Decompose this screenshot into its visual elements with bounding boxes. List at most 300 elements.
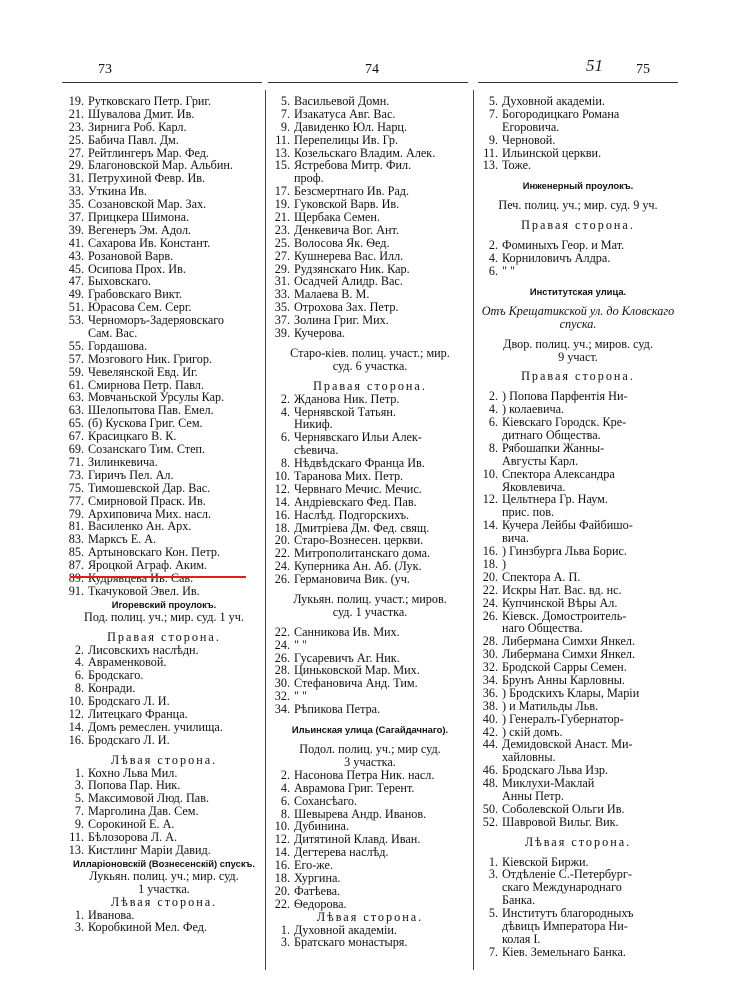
owner-name: Ильинской церкви. (502, 145, 602, 160)
house-number (480, 455, 498, 468)
owner-name: Шелопытова Пав. Емел. (88, 403, 214, 418)
house-number: 25. (68, 132, 84, 147)
house-number: 18. (274, 870, 290, 885)
district-line: Печ. полиц. уч.; мир. суд. 9 уч. (498, 198, 658, 213)
owner-name: наго Общества. (502, 621, 583, 636)
house-number: 14. (482, 518, 498, 533)
house-number: 20. (274, 883, 290, 898)
house-number: 10. (274, 819, 290, 834)
house-number: 31. (68, 171, 84, 186)
district-line: 3 участка. (344, 754, 396, 769)
house-number: 4. (488, 402, 498, 417)
owner-name: Наслѣд. Подгорскихъ. (294, 507, 410, 522)
entry-row (272, 483, 468, 496)
entry-row (480, 121, 676, 134)
entry-row (480, 584, 676, 597)
house-number: 7. (280, 106, 290, 121)
house-number (480, 121, 498, 134)
entry-row (66, 456, 262, 469)
owner-name: Архиповича Мих. насл. (88, 506, 212, 521)
entry-row (272, 703, 468, 716)
owner-name: Кучерова. (294, 326, 346, 341)
owner-name: Бродскаго. (88, 668, 144, 683)
entry-row (480, 134, 676, 147)
house-number: 30. (482, 647, 498, 662)
header-rule-left (62, 82, 262, 83)
district-line: Под. полиц. уч.; мир. суд. 1 уч. (84, 609, 244, 624)
owner-name: Спектора А. П. (502, 569, 581, 584)
house-number (480, 881, 498, 894)
owner-name: Санникова Ив. Мих. (294, 624, 400, 639)
owner-name: Грабовскаго Викт. (88, 287, 183, 302)
owner-name: " " (294, 689, 307, 704)
entry-row (66, 224, 262, 237)
district-line: 1 участка. (138, 881, 190, 896)
entry-row (272, 95, 468, 108)
owner-name: Мовчаньской Урсулы Кар. (88, 390, 225, 405)
house-number: 11. (69, 830, 84, 845)
house-number: 4. (74, 655, 84, 670)
owner-name: Быховскаго. (88, 274, 151, 289)
owner-name: Отрохова Зах. Петр. (294, 300, 399, 315)
entry-row (66, 108, 262, 121)
house-number: 6. (488, 263, 498, 278)
street-heading: Игоревский проулокъ. (111, 598, 217, 610)
entry-row (272, 327, 468, 340)
owner-name: Василенко Ан. Арх. (88, 519, 192, 534)
owner-name: Яроцкой Аграф. Аким. (88, 558, 208, 573)
house-number: 16. (274, 507, 290, 522)
district-line: суд. 1 участка. (332, 604, 408, 619)
district-line: Подол. полиц. уч.; мир суд. (299, 742, 441, 757)
entry-row (480, 687, 676, 700)
owner-name: Смирнова Петр. Павл. (88, 377, 204, 392)
house-number: 34. (482, 672, 498, 687)
entry-row (272, 626, 468, 639)
owner-name: Его-же. (294, 858, 334, 873)
house-number: 29. (68, 158, 84, 173)
entry-row (66, 250, 262, 263)
house-number: 83. (68, 532, 84, 547)
house-number: 19. (68, 94, 84, 108)
house-number: 9. (280, 119, 290, 134)
side-heading: Правая сторона. (521, 369, 635, 384)
entry-row (272, 393, 468, 406)
owner-name: Артыновскаго Кон. Петр. (88, 545, 220, 560)
owner-name: Васильевой Домн. (294, 94, 390, 108)
owner-name: Созанскаго Тим. Степ. (88, 442, 206, 457)
house-number: 39. (274, 326, 290, 341)
owner-name: Благоновской Мар. Альбин. (88, 158, 233, 173)
owner-name: Братскаго монастыря. (294, 935, 408, 950)
house-number: 13. (68, 842, 84, 857)
house-number: 22. (274, 896, 290, 911)
column-divider-1 (265, 90, 266, 970)
owner-name: Мозгового Ник. Григор. (88, 351, 212, 366)
house-number: 33. (274, 287, 290, 302)
owner-name: Брунъ Анны Карловны. (502, 672, 625, 687)
house-number: 22. (274, 624, 290, 639)
owner-name: Козельскаго Владим. Алек. (294, 145, 436, 160)
entry-row (272, 782, 468, 795)
owner-name: Циньковской Мар. Мих. (294, 663, 420, 678)
column-right (480, 95, 676, 959)
side-heading: Правая сторона. (313, 378, 427, 393)
district-line: Старо-кіев. полиц. участ.; мир. (290, 345, 450, 360)
owner-name: Старо-Вознесен. церкви. (294, 533, 424, 548)
house-number: 27. (68, 145, 84, 160)
house-number: 18. (274, 520, 290, 535)
page-number-right: 75 (636, 62, 650, 77)
owner-name: ) скій домъ. (502, 724, 563, 739)
owner-name: Петрухиной Февр. Ив. (88, 171, 206, 186)
house-number: 13. (274, 145, 290, 160)
entry-row (272, 898, 468, 911)
owner-name: Домъ ремеслен. училища. (88, 719, 223, 734)
house-number: 3. (74, 778, 84, 793)
owner-name: Конради. (88, 681, 136, 696)
house-number: 24. (274, 559, 290, 574)
entry-row (480, 159, 676, 172)
owner-name: Кистлинг Маріи Давид. (88, 842, 211, 857)
house-number: 26. (482, 608, 498, 623)
house-number: 6. (280, 793, 290, 808)
house-number: 24. (274, 637, 290, 652)
house-number: 26. (274, 650, 290, 665)
owner-name: Митрополитанскаго дома. (294, 546, 431, 561)
entry-row (66, 921, 262, 934)
entry-row (272, 134, 468, 147)
house-number: 25. (274, 235, 290, 250)
entry-row (480, 920, 676, 933)
house-number: 16. (274, 858, 290, 873)
house-number: 65. (68, 416, 84, 431)
owner-name: Купчинской Вѣры Ал. (502, 595, 618, 610)
owner-name: Бродскаго Льва Изр. (502, 763, 609, 778)
owner-name: ) Бродскихъ Клары, Маріи (502, 685, 640, 700)
street-heading: Илларіоновскій (Вознесенскій) спускъ. (73, 857, 255, 869)
owner-name: Перепелицы Ив. Гр. (294, 132, 399, 147)
entry-row (66, 443, 262, 456)
house-number: 53. (68, 313, 84, 328)
district-line: суд. 6 участка. (332, 358, 408, 373)
owner-name: Рябошапки Жанны- (502, 440, 605, 455)
owner-name: Гиричъ Пел. Ал. (88, 467, 174, 482)
page-number-center: 74 (365, 62, 379, 77)
house-number: 75. (68, 480, 84, 495)
house-number: 35. (68, 197, 84, 212)
owner-name: Ястребова Митр. Фил. (294, 158, 412, 173)
owner-name: Зирнига Роб. Карл. (88, 119, 187, 134)
house-number: 2. (280, 391, 290, 406)
owner-name: ) Гинзбурга Льва Борис. (502, 544, 627, 559)
entry-row (66, 844, 262, 857)
house-number: 61. (68, 377, 84, 392)
entry-row (272, 250, 468, 263)
house-number: 79. (68, 506, 84, 521)
entry-row (272, 470, 468, 483)
district-line: 9 участ. (558, 349, 598, 364)
owner-name: скаго Международнаго (502, 880, 622, 895)
owner-name: Спектора Александра (502, 466, 615, 481)
owner-name: колая I. (502, 931, 541, 946)
house-number: 32. (274, 689, 290, 704)
owner-name: Денкевича Вог. Ант. (294, 222, 400, 237)
entry-row (66, 572, 262, 585)
house-number: 37. (68, 210, 84, 225)
house-number: 20. (482, 569, 498, 584)
house-number: 87. (68, 558, 84, 573)
owner-name: Кучера Лейбы Файбишо- (502, 518, 633, 533)
owner-name: Бабича Павл. Дм. (88, 132, 179, 147)
house-number: 12. (274, 481, 290, 496)
owner-name: Кохно Льва Мил. (88, 765, 178, 780)
house-number: 50. (482, 801, 498, 816)
house-number: 6. (488, 415, 498, 430)
house-number: 33. (68, 184, 84, 199)
owner-name: Марксъ Е. А. (88, 532, 157, 547)
house-number: 46. (482, 763, 498, 778)
entry-row (480, 455, 676, 468)
house-number: 1. (74, 907, 84, 922)
house-number: 8. (488, 440, 498, 455)
house-number: 39. (68, 222, 84, 237)
house-number: 10. (68, 694, 84, 709)
house-number: 5. (74, 791, 84, 806)
owner-name (88, 572, 193, 585)
entry-row (272, 795, 468, 808)
owner-name: хайловны. (502, 750, 556, 765)
owner-name: Рутковскаго Петр. Григ. (88, 94, 212, 108)
owner-name: Безсмертнаго Ив. Рад. (294, 184, 410, 199)
house-number: 12. (482, 492, 498, 507)
owner-name: ) Попова Парфентія Ни- (502, 389, 628, 404)
entry-row (480, 252, 676, 265)
house-number: 22. (274, 546, 290, 561)
owner-name: Уткина Ив. (88, 184, 147, 199)
entry-row (480, 545, 676, 558)
entry-row (480, 468, 676, 481)
owner-name: Богородицкаго Романа (502, 106, 620, 121)
owner-name: Сахарова Ив. Констант. (88, 235, 211, 250)
owner-name: Банка. (502, 893, 536, 908)
house-number (480, 933, 498, 946)
house-number: 7. (488, 944, 498, 959)
house-number: 15. (274, 158, 290, 173)
entry-row (480, 558, 676, 571)
owner-name: Юрасова Сем. Серг. (88, 300, 192, 315)
house-number: 7. (74, 804, 84, 819)
house-number: 38. (482, 698, 498, 713)
owner-name: Сорокиной Е. А. (88, 817, 175, 832)
entry-row (480, 946, 676, 959)
entry-row (272, 224, 468, 237)
entry-row (66, 211, 262, 224)
header-rule-center (268, 82, 468, 83)
house-number: 71. (68, 454, 84, 469)
owner-name: Никиф. (294, 417, 333, 432)
entry-row (66, 469, 262, 482)
house-number: 2. (488, 389, 498, 404)
entry-row (480, 674, 676, 687)
owner-name: Фоминыхъ Геор. и Мат. (502, 238, 625, 253)
owner-name: Насонова Петра Ник. насл. (294, 767, 435, 782)
house-number: 14. (274, 845, 290, 860)
house-number: 12. (274, 832, 290, 847)
owner-name: Кіевск. Домостроитель- (502, 608, 627, 623)
owner-name: Кіевской Биржи. (502, 854, 589, 869)
entry-row (480, 571, 676, 584)
house-number (480, 790, 498, 803)
owner-name: ) колаевича. (502, 402, 565, 417)
owner-name: Тимошевской Дар. Вас. (88, 480, 211, 495)
owner-name: дѣвицъ Императора Ни- (502, 919, 628, 933)
owner-name: Кіев. Земельнаго Банка. (502, 944, 626, 959)
owner-name: Попова Пар. Ник. (88, 778, 181, 793)
house-number: 31. (274, 274, 290, 289)
entry-row (66, 585, 262, 598)
house-number: 67. (68, 429, 84, 444)
owner-name: Шувалова Дмит. Ив. (88, 106, 195, 121)
owner-name: Черновой. (502, 132, 556, 147)
owner-name: Кушнерева Вас. Илл. (294, 248, 404, 263)
side-heading: Правая сторона. (521, 218, 635, 233)
owner-name: Волосова Як. Ѳед. (294, 235, 390, 250)
entry-row (272, 496, 468, 509)
owner-name: Розановой Варв. (88, 248, 174, 263)
street-heading: Институтская улица. (529, 285, 627, 297)
entry-row (480, 429, 676, 442)
entry-row (272, 121, 468, 134)
house-number: 5. (488, 94, 498, 108)
house-number: 17. (274, 184, 290, 199)
owner-name: Нѣдвѣдскаго Франца Ив. (294, 456, 425, 471)
entry-row (480, 803, 676, 816)
owner-name: Егоровича. (502, 119, 560, 134)
house-number: 10. (482, 466, 498, 481)
house-number: 6. (74, 668, 84, 683)
entry-row (272, 509, 468, 522)
entry-row (480, 597, 676, 610)
owner-name: Рѣпикова Петра. (294, 702, 381, 717)
owner-name: Бродскаго Л. И. (88, 732, 170, 747)
house-number: 69. (68, 442, 84, 457)
entry-row (272, 885, 468, 898)
side-heading: Лѣвая сторона. (316, 909, 424, 924)
column-left (66, 95, 262, 934)
owner-name: Смирновой Праск. Ив. (88, 493, 206, 508)
entry-row (480, 265, 676, 278)
owner-name: Соболевской Ольги Ив. (502, 801, 625, 816)
owner-name: Бродскаго Л. И. (88, 694, 170, 709)
house-number: 8. (74, 681, 84, 696)
owner-name: Кіевскаго Городск. Кре- (502, 415, 627, 430)
house-number: 59. (68, 364, 84, 379)
owner-name: Бѣлозорова Л. А. (88, 830, 178, 845)
owner-name: Гуковской Варв. Ив. (294, 197, 400, 212)
house-number: 6. (280, 430, 290, 445)
owner-name: Сохансѣаго. (294, 793, 358, 808)
owner-name: Дмитріева Дм. Фед. свящ. (294, 520, 430, 535)
entry-row (480, 816, 676, 829)
owner-name: сѣевича. (294, 443, 339, 458)
house-number: 77. (68, 493, 84, 508)
house-number: 2. (74, 642, 84, 657)
house-number: 3. (74, 920, 84, 935)
house-number: 37. (274, 313, 290, 328)
house-number: 4. (280, 780, 290, 795)
house-number: 8. (280, 456, 290, 471)
house-number: 9. (74, 817, 84, 832)
house-number: 40. (482, 711, 498, 726)
owner-name: ) (502, 556, 507, 571)
entry-row (66, 831, 262, 844)
entry-row (66, 482, 262, 495)
entry-row (66, 721, 262, 734)
owner-name: Институтъ благородныхъ (502, 906, 634, 921)
house-number: 11. (275, 132, 290, 147)
house-number: 85. (68, 545, 84, 560)
entry-row (272, 936, 468, 949)
owner-name: Черноморъ-Задеряовскаго (88, 313, 225, 328)
column-divider-2 (473, 90, 474, 970)
house-number: 36. (482, 685, 498, 700)
entry-row (480, 108, 676, 121)
house-number: 49. (68, 287, 84, 302)
spacer (480, 172, 676, 179)
entry-row (66, 327, 262, 340)
house-number: 34. (274, 702, 290, 717)
owner-name: Андріевскаго Фед. Пав. (294, 494, 417, 509)
owner-name: Максимовой Люд. Пав. (88, 791, 209, 806)
house-number: 4. (488, 251, 498, 266)
house-number: 21. (68, 106, 84, 121)
house-number: 2. (488, 238, 498, 253)
owner-name: Духовной академіи. (294, 922, 397, 937)
house-number: 1. (74, 765, 84, 780)
side-heading: Лѣвая сторона. (110, 752, 218, 767)
owner-name: Марголина Дав. Сем. (88, 804, 199, 819)
page-number-left: 73 (98, 62, 112, 77)
side-heading: Лѣвая сторона. (110, 894, 218, 909)
owner-name: Красицкаго В. К. (88, 429, 177, 444)
street-heading: Инженерный проулокъ. (522, 180, 634, 192)
street-heading: Ильинская улица (Сагайдачнаго). (291, 724, 449, 736)
entry-row (480, 700, 676, 713)
house-number: 16. (482, 544, 498, 559)
owner-name: Германовича Вик. (уч. (294, 572, 410, 587)
owner-name: Рудзянскаго Ник. Кар. (294, 261, 410, 276)
entry-row (480, 95, 676, 108)
owner-name: Хургина. (294, 870, 341, 885)
house-number: 26. (274, 572, 290, 587)
owner-name: Осипова Прох. Ив. (88, 261, 186, 276)
owner-name: Духовной академіи. (502, 94, 605, 108)
owner-name: Зилинкевича. (88, 454, 158, 469)
owner-name: ) Генералъ-Губернатор- (502, 711, 624, 726)
owner-name: Гордашова. (88, 338, 148, 353)
entry-row (272, 211, 468, 224)
owner-name: Аврамова Григ. Терент. (294, 780, 415, 795)
column-middle (272, 95, 468, 949)
house-number: 14. (68, 719, 84, 734)
owner-name: Августы Карл. (502, 453, 579, 468)
owner-name: Шавровой Вильг. Вик. (502, 814, 619, 829)
house-number: 73. (68, 467, 84, 482)
house-number: 3. (280, 935, 290, 950)
entry-row (480, 933, 676, 946)
entry-row (66, 495, 262, 508)
